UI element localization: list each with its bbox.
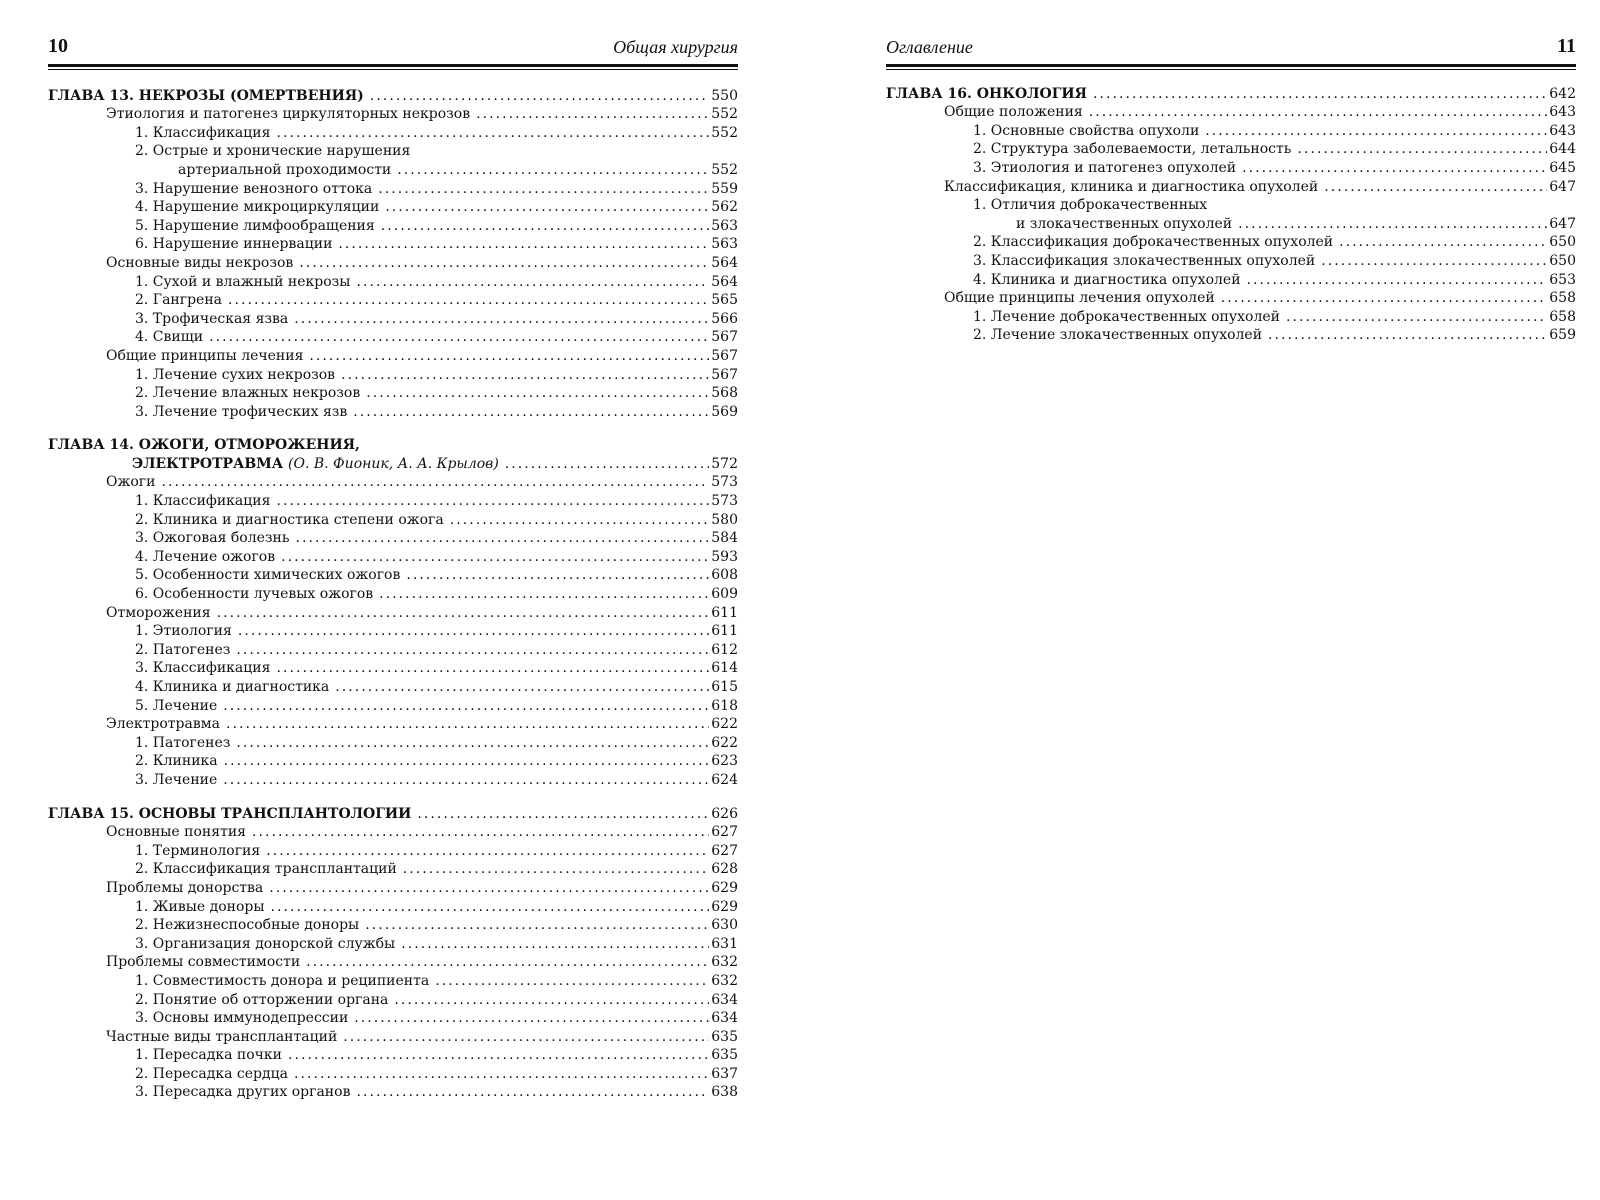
- page-ref: 623: [711, 753, 738, 770]
- dot-leader: [306, 954, 709, 971]
- toc-item[interactable]: 2. Классификация доброкачественных опухолей . . . 650: [886, 233, 1576, 252]
- dot-leader: [1321, 253, 1547, 270]
- dot-leader: [356, 1084, 709, 1101]
- toc-section[interactable]: Проблемы донорства . . . 629: [48, 878, 738, 897]
- chapter-title-line2: ЭЛЕКТРОТРАВМА: [132, 455, 284, 472]
- page-ref: 624: [711, 771, 738, 788]
- dot-leader: [299, 255, 709, 272]
- left-page: [48, 0, 738, 1200]
- page-ref: 568: [711, 385, 738, 402]
- toc-item[interactable]: 5. Особенности химических ожогов . . . 608: [48, 566, 738, 585]
- toc-item[interactable]: 3. Классификация злокачественных опухолей . . . 650: [886, 251, 1576, 270]
- dot-leader: [296, 530, 710, 547]
- toc-section[interactable]: Проблемы совместимости . . . 632: [48, 953, 738, 972]
- dot-leader: [1093, 86, 1547, 103]
- toc-section[interactable]: Ожоги . . . 573: [48, 473, 738, 492]
- chapter-heading[interactable]: ГЛАВА 13. НЕКРОЗЫ (ОМЕРТВЕНИЯ) . . . 550: [48, 86, 738, 105]
- dot-leader: [228, 292, 709, 309]
- page-ref: 580: [711, 511, 738, 528]
- dot-leader: [378, 181, 709, 198]
- page-ref: 567: [711, 366, 738, 383]
- dot-leader: [276, 660, 709, 677]
- page-ref: 611: [711, 623, 738, 640]
- dot-leader: [354, 1010, 709, 1027]
- toc-right: [886, 84, 1576, 344]
- toc-section[interactable]: Общие положения . . . 643: [886, 103, 1576, 122]
- toc-item[interactable]: 1. Классификация . . . 552: [48, 123, 738, 142]
- page-ref: 552: [711, 124, 738, 141]
- page-ref: 627: [711, 842, 738, 859]
- toc-item[interactable]: 1. Живые доноры . . . 629: [48, 897, 738, 916]
- toc-left: [48, 86, 738, 1101]
- page-ref: 634: [711, 1010, 738, 1027]
- toc-section[interactable]: Частные виды трансплантаций . . . 635: [48, 1027, 738, 1046]
- dot-leader: [309, 348, 709, 365]
- toc-section[interactable]: Основные понятия . . . 627: [48, 823, 738, 842]
- toc-item[interactable]: 1. Этиология . . . 611: [48, 622, 738, 641]
- chapter-heading-continued[interactable]: [48, 454, 738, 473]
- page-ref: 552: [711, 161, 738, 178]
- toc-item[interactable]: 1. Пересадка почки . . . 635: [48, 1046, 738, 1065]
- toc-item[interactable]: 1. Лечение доброкачественных опухолей . . . 658: [886, 307, 1576, 326]
- dot-leader: [1238, 216, 1547, 233]
- toc-item[interactable]: 3. Лечение . . . 624: [48, 770, 738, 789]
- dot-leader: [403, 861, 709, 878]
- page-header: [48, 34, 738, 64]
- dot-leader: [226, 716, 709, 733]
- toc-item[interactable]: 4. Лечение ожогов . . . 593: [48, 547, 738, 566]
- toc-item-continued[interactable]: артериальной проходимости . . . 552: [48, 160, 738, 179]
- dot-leader: [209, 329, 709, 346]
- toc-item[interactable]: 1. Основные свойства опухоли . . . 643: [886, 121, 1576, 140]
- page-ref: 564: [711, 273, 738, 290]
- toc-item[interactable]: 1. Лечение сухих некрозов . . . 567: [48, 365, 738, 384]
- toc-item[interactable]: 3. Ожоговая болезнь . . . 584: [48, 529, 738, 548]
- page-ref: 635: [711, 1028, 738, 1045]
- page-ref: 567: [711, 347, 738, 364]
- page-ref: 567: [711, 329, 738, 346]
- header-rule-thick: [48, 64, 738, 67]
- page-ref: 629: [711, 898, 738, 915]
- dot-leader: [238, 623, 709, 640]
- running-title: Оглавление: [886, 37, 973, 57]
- dot-leader: [266, 843, 709, 860]
- toc-item[interactable]: 2. Гангрена . . . 565: [48, 291, 738, 310]
- dot-leader: [385, 199, 709, 216]
- toc-item[interactable]: 3. Нарушение венозного оттока . . . 559: [48, 179, 738, 198]
- page-ref: 632: [711, 972, 738, 989]
- dot-leader: [365, 917, 709, 934]
- dot-leader: [1205, 123, 1547, 140]
- page-ref: 559: [711, 180, 738, 197]
- toc-item[interactable]: 4. Клиника и диагностика . . . 615: [48, 677, 738, 696]
- page-ref: 638: [711, 1084, 738, 1101]
- dot-leader: [1089, 104, 1548, 121]
- toc-item[interactable]: 6. Нарушение иннервации . . . 563: [48, 235, 738, 254]
- page-ref: 650: [1549, 252, 1576, 269]
- toc-item[interactable]: 3. Организация донорской службы . . . 631: [48, 934, 738, 953]
- dot-leader: [417, 806, 709, 823]
- dot-leader: [252, 824, 709, 841]
- page-ref: 573: [711, 493, 738, 510]
- toc-item[interactable]: 2. Структура заболеваемости, летальность . . . 644: [886, 140, 1576, 159]
- toc-item[interactable]: 3. Лечение трофических язв . . . 569: [48, 402, 738, 421]
- page-ref: 626: [711, 805, 738, 822]
- toc-section[interactable]: Основные виды некрозов . . . 564: [48, 253, 738, 272]
- right-page: [886, 0, 1576, 1200]
- dot-leader: [1242, 160, 1547, 177]
- dot-leader: [366, 385, 709, 402]
- page-ref: 631: [711, 935, 738, 952]
- page-ref: 658: [1549, 308, 1576, 325]
- toc-item[interactable]: 3. Этиология и патогенез опухолей . . . 645: [886, 158, 1576, 177]
- page-ref: 569: [711, 403, 738, 420]
- page-ref: 658: [1549, 290, 1576, 307]
- header-rule-thin: [886, 69, 1576, 70]
- page-ref: 643: [1549, 122, 1576, 139]
- toc-item[interactable]: 2. Лечение влажных некрозов . . . 568: [48, 384, 738, 403]
- page-ref: 566: [711, 310, 738, 327]
- page-ref: 643: [1549, 104, 1576, 121]
- page-header: [886, 34, 1576, 64]
- toc-item[interactable]: 3. Трофическая язва . . . 566: [48, 309, 738, 328]
- dot-leader: [1247, 272, 1548, 289]
- page-ref: 565: [711, 292, 738, 309]
- toc-item[interactable]: 5. Нарушение лимфообращения . . . 563: [48, 216, 738, 235]
- page-ref: 573: [711, 474, 738, 491]
- toc-item[interactable]: 3. Основы иммунодепрессии . . . 634: [48, 1009, 738, 1028]
- page-ref: 647: [1549, 215, 1576, 232]
- toc-item[interactable]: 2. Лечение злокачественных опухолей . . . 659: [886, 326, 1576, 345]
- dot-leader: [394, 992, 709, 1009]
- dot-leader: [338, 236, 709, 253]
- dot-leader: [356, 274, 709, 291]
- toc-item[interactable]: 1. Совместимость донора и реципиента . . . 632: [48, 971, 738, 990]
- page-ref: 593: [711, 548, 738, 565]
- chapter-heading[interactable]: ГЛАВА 14. ОЖОГИ, ОТМОРОЖЕНИЯ,: [48, 437, 360, 454]
- chapter-heading[interactable]: ГЛАВА 15. ОСНОВЫ ТРАНСПЛАНТОЛОГИИ . . . 626: [48, 804, 738, 823]
- page-ref: 637: [711, 1065, 738, 1082]
- page-ref: 614: [711, 660, 738, 677]
- dot-leader: [294, 311, 709, 328]
- dot-leader: [401, 936, 709, 953]
- dot-leader: [505, 456, 709, 473]
- dot-leader: [476, 106, 709, 123]
- toc-section[interactable]: Этиология и патогенез циркуляторных некрозов . . . 552: [48, 105, 738, 124]
- page-ref: 634: [711, 991, 738, 1008]
- dot-leader: [1286, 309, 1547, 326]
- toc-item[interactable]: 3. Классификация . . . 614: [48, 659, 738, 678]
- page-ref: 622: [711, 716, 738, 733]
- toc-section[interactable]: Классификация, клиника и диагностика опухолей . . . 647: [886, 177, 1576, 196]
- dot-leader: [224, 753, 710, 770]
- page-ref: 632: [711, 954, 738, 971]
- toc-item[interactable]: 2. Пересадка сердца . . . 637: [48, 1064, 738, 1083]
- dot-leader: [397, 162, 709, 179]
- dot-leader: [379, 586, 709, 603]
- toc-item[interactable]: 2. Острые и хронические нарушения: [135, 143, 411, 160]
- dot-leader: [223, 698, 709, 715]
- page-ref: 609: [711, 586, 738, 603]
- dot-leader: [343, 1029, 709, 1046]
- toc-section[interactable]: Общие принципы лечения . . . 567: [48, 346, 738, 365]
- toc-item[interactable]: 1. Терминология . . . 627: [48, 841, 738, 860]
- toc-item[interactable]: 2. Клиника и диагностика степени ожога . . . 580: [48, 510, 738, 529]
- dot-leader: [450, 512, 710, 529]
- toc-item[interactable]: 2. Понятие об отторжении органа . . . 634: [48, 990, 738, 1009]
- page-ref: 608: [711, 567, 738, 584]
- page-ref: 564: [711, 254, 738, 271]
- dot-leader: [341, 367, 709, 384]
- page-ref: 630: [711, 917, 738, 934]
- page-ref: 612: [711, 641, 738, 658]
- toc-item[interactable]: 1. Сухой и влажный некрозы . . . 564: [48, 272, 738, 291]
- toc-item[interactable]: 2. Клиника . . . 623: [48, 752, 738, 771]
- toc-item[interactable]: 3. Пересадка других органов . . . 638: [48, 1083, 738, 1102]
- page-number: 10: [48, 35, 68, 57]
- toc-section[interactable]: Электротравма . . . 622: [48, 715, 738, 734]
- toc-item[interactable]: 6. Особенности лучевых ожогов . . . 609: [48, 584, 738, 603]
- page-number: 11: [1557, 35, 1576, 57]
- dot-leader: [276, 493, 709, 510]
- dot-leader: [353, 404, 709, 421]
- dot-leader: [294, 1066, 709, 1083]
- page-ref: 611: [711, 604, 738, 621]
- page-ref: 628: [711, 861, 738, 878]
- header-rule-thick: [886, 64, 1576, 67]
- dot-leader: [271, 899, 710, 916]
- page-ref: 659: [1549, 327, 1576, 344]
- toc-item[interactable]: 1. Патогенез . . . 622: [48, 733, 738, 752]
- dot-leader: [1221, 290, 1548, 307]
- toc-item-continued[interactable]: и злокачественных опухолей . . . 647: [886, 214, 1576, 233]
- dot-leader: [370, 88, 709, 105]
- page-ref: 650: [1549, 234, 1576, 251]
- page-ref: 647: [1549, 178, 1576, 195]
- page-ref: 618: [711, 697, 738, 714]
- page-ref: 627: [711, 824, 738, 841]
- page-ref: 552: [711, 106, 738, 123]
- toc-item[interactable]: 5. Лечение . . . 618: [48, 696, 738, 715]
- dot-leader: [161, 474, 709, 491]
- page-ref: 622: [711, 734, 738, 751]
- dot-leader: [281, 549, 709, 566]
- dot-leader: [1339, 234, 1547, 251]
- page-ref: 635: [711, 1047, 738, 1064]
- page-ref: 550: [711, 87, 738, 104]
- dot-leader: [236, 735, 709, 752]
- dot-leader: [269, 880, 709, 897]
- dot-leader: [276, 125, 709, 142]
- dot-leader: [1297, 141, 1547, 158]
- header-rule-thin: [48, 69, 738, 70]
- dot-leader: [335, 679, 709, 696]
- page-ref: 642: [1549, 85, 1576, 102]
- page-ref: 644: [1549, 141, 1576, 158]
- page-ref: 563: [711, 236, 738, 253]
- page-ref: 629: [711, 879, 738, 896]
- running-title: Общая хирургия: [613, 37, 738, 57]
- dot-leader: [236, 642, 709, 659]
- toc-item[interactable]: 1. Отличия доброкачественных: [973, 197, 1208, 214]
- toc-item[interactable]: 4. Свищи . . . 567: [48, 328, 738, 347]
- dot-leader: [223, 772, 709, 789]
- dot-leader: [381, 218, 710, 235]
- toc-section[interactable]: Отморожения . . . 611: [48, 603, 738, 622]
- page-ref: 572: [711, 455, 738, 472]
- dot-leader: [1324, 179, 1547, 196]
- chapter-heading[interactable]: ГЛАВА 16. ОНКОЛОГИЯ . . . 642: [886, 84, 1576, 103]
- toc-item[interactable]: 4. Нарушение микроциркуляции . . . 562: [48, 198, 738, 217]
- dot-leader: [217, 605, 710, 622]
- page-ref: 645: [1549, 159, 1576, 176]
- toc-item[interactable]: 2. Нежизнеспособные доноры . . . 630: [48, 916, 738, 935]
- dot-leader: [406, 567, 709, 584]
- page-ref: 562: [711, 199, 738, 216]
- page-ref: 584: [711, 530, 738, 547]
- toc-item[interactable]: 2. Классификация трансплантаций . . . 628: [48, 860, 738, 879]
- toc-item[interactable]: 1. Классификация . . . 573: [48, 491, 738, 510]
- toc-item[interactable]: 4. Клиника и диагностика опухолей . . . 653: [886, 270, 1576, 289]
- chapter-authors: (О. В. Фионик, А. А. Крылов): [288, 455, 499, 472]
- dot-leader: [1268, 327, 1547, 344]
- dot-leader: [288, 1047, 709, 1064]
- dot-leader: [435, 973, 709, 990]
- toc-item[interactable]: 2. Патогенез . . . 612: [48, 640, 738, 659]
- page-ref: 615: [711, 679, 738, 695]
- page-ref: 563: [711, 217, 738, 234]
- page-ref: 653: [1549, 271, 1576, 288]
- toc-section[interactable]: Общие принципы лечения опухолей . . . 658: [886, 289, 1576, 308]
